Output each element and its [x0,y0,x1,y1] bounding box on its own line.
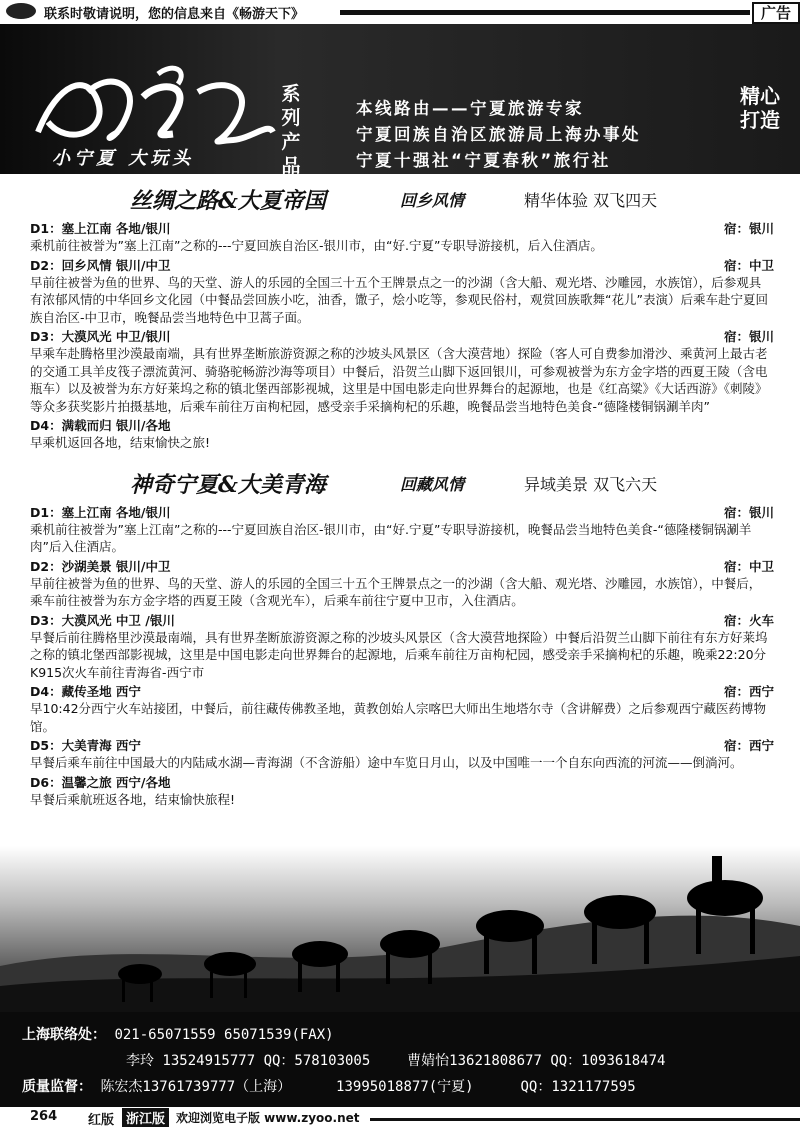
brand-slogan: 小宁夏 大玩头 [52,148,195,169]
tour-theme: 回藏风情 [400,474,465,494]
day-description: 早餐后乘航班返各地，结束愉快旅程! [30,791,236,807]
day-stay: 宿：中卫 [723,558,774,574]
day-item [30,611,782,682]
day-stay: 宿：火车 [723,612,774,628]
day-item [30,503,782,556]
desert-caravan-image [0,846,800,1012]
day-item [30,557,782,610]
day-item [30,327,782,415]
day-heading: D2：沙湖美景 银川/中卫 [30,558,171,574]
day-item [30,219,782,255]
day-item [30,736,782,772]
day-description: 乘机前往被誉为”塞上江南”之称的---宁夏回族自治区-银川市，由“好.宁夏”专职导游接机，晚餐品尝当地特色美食-“德隆楼铜锅涮羊肉”后入住酒店。 [30,521,752,554]
day-description: 乘机前往被誉为”塞上江南”之称的---宁夏回族自治区-银川市，由“好.宁夏”专职导游接机，后入住酒店。 [30,238,603,253]
day-stay: 宿：银川 [723,504,774,520]
contact-section [0,1012,800,1107]
itinerary-panel [30,178,782,846]
top-strip [0,0,800,24]
route-line: 宁夏十强社“宁夏春秋”旅行社 [356,151,611,170]
route-line: 本线路由——宁夏旅游专家 [356,99,584,118]
tour-theme: 回乡风情 [400,191,465,210]
quality-label: 质量监督： [22,1079,92,1095]
day-heading: D4：藏传圣地 西宁 [30,684,141,699]
day-heading: D1：塞上江南 各地/银川 [30,504,171,520]
day-item [30,256,782,327]
publisher-logo-icon [6,3,36,19]
day-description: 早餐后乘车前往中国最大的内陆咸水湖—青海湖（不含游船）途中车览日月山，以及中国唯一一个自东向西流的河流——倒淌河。 [30,755,743,770]
day-heading: D5：大美青海 西宁 [30,738,141,753]
footer-divider [370,1118,800,1121]
quality-contact-2: 13995018877(宁夏) [336,1079,474,1095]
edition-label: 红版 [88,1113,115,1127]
source-notice: 联系时敬请说明，您的信息来自《畅游天下》 [44,7,305,22]
day-heading: D2：回乡风情 银川/中卫 [30,257,171,273]
day-stay: 宿：西宁 [723,738,774,753]
route-info [356,96,641,174]
tour-section [30,178,782,452]
tour-section [30,462,782,809]
day-description: 早乘机返回各地，结束愉快之旅! [30,435,211,450]
day-heading: D3：大漠风光 中卫 /银川 [30,612,175,628]
day-heading: D3：大漠风光 中卫/银川 [30,329,171,344]
day-item [30,773,782,809]
tour-title: 神奇宁夏&大美青海 [130,471,326,498]
brand-logo [28,62,278,152]
region-badge: 浙江版 [122,1108,169,1127]
tour-title: 丝绸之路&大夏帝国 [130,188,326,214]
page-footer [0,1107,800,1127]
day-heading: D6：温馨之旅 西宁/各地 [30,774,171,790]
series-label: 系列产品 [281,83,301,177]
day-item [30,416,782,452]
tour-header [30,178,782,218]
day-description: 早乘车赴腾格里沙漠最南端，具有世界垄断旅游资源之称的沙坡头风景区（含大漠营地）探险（客人可自费参加滑沙、乘黄河上最古老的交通工具羊皮筏子漂流黄河、骑骆驼畅游沙海等项目）中餐后，沿贺兰山脚下返回银川，可参观被誉为东方金字塔的西夏王陵（含电瓶车）以及被誉为东方好莱坞之称的镇北堡西部影视城，这里是中国电影走向世界舞台的起源地，也是《红高粱》《大话西游》《刺陵》等众多获奖影片拍摄基地，后乘车前往万亩枸杞园，感受亲手采摘枸杞的乐趣，晚餐品尝当地特色美食-“德隆楼铜锅涮羊肉” [30,346,768,414]
day-description: 早10:42分西宁火车站接团，中餐后，前往藏传佛教圣地，黄教创始人宗喀巴大师出生地塔尔寺（含讲解费）之后参观西宁藏医药博物馆。 [30,701,767,734]
day-item [30,682,782,735]
day-description: 早餐后前往腾格里沙漠最南端，具有世界垄断旅游资源之称的沙坡头风景区（含大漠营地探险）中餐后沿贺兰山脚下前往有东方好莱坞之称的镇北堡西部影视城，这里是中国电影走向世界舞台的起源地，后乘车前往万亩枸杞园，感受亲手采摘枸杞的乐趣，晚乘22:20分K915次火车前往青海省-西宁市 [30,629,768,680]
route-line: 宁夏回族自治区旅游局上海办事处 [356,125,641,144]
day-heading: D4：满载而归 银川/各地 [30,418,171,433]
shanghai-phone: 021-65071559 65071539(FAX) [114,1027,334,1043]
day-stay: 宿：西宁 [723,684,774,699]
quality-contact-1: 陈宏杰13761739777（上海） [100,1079,292,1095]
contact-person-2: 曹婧怡13621808677 QQ：1093618474 [407,1053,666,1069]
day-stay: 宿：银川 [723,221,774,236]
tour-tag: 精华体验 双飞四天 [524,191,658,210]
shanghai-office-label: 上海联络处： [22,1027,106,1043]
day-description: 早前往被誉为鱼的世界、鸟的天堂、游人的乐园的全国三十五个王牌景点之一的沙湖（含大船、观光塔、沙雕园，水族馆），后参观具有浓郁风情的中华回乡文化园（中餐品尝回族小吃，油香，馓子，烩小吃等，参观民俗村，观赏回族歌舞“花儿”表演）后乘车赴宁夏回族自治区-中卫市，晚餐品尝当地特色中卫蒿子面。 [30,274,768,325]
ad-label: 广告 [752,2,800,24]
crafted-label: 精心打造 [740,84,780,132]
quality-qq: QQ：1321177595 [520,1079,636,1095]
day-heading: D1：塞上江南 各地/银川 [30,221,171,236]
tour-tag: 异域美景 双飞六天 [524,474,658,494]
tour-header [30,462,782,502]
contact-person-1: 李玲 13524915777 QQ：578103005 [126,1053,371,1069]
day-stay: 宿：银川 [723,329,774,344]
header-banner [0,24,800,177]
day-stay: 宿：中卫 [723,257,774,273]
top-divider [340,10,750,15]
camel-caravan-icon [0,846,800,1012]
website-link[interactable]: 欢迎浏览电子版 www.zyoo.net [176,1111,360,1125]
page-number: 264 [30,1109,58,1124]
brand-calligraphy-icon [28,62,278,152]
day-description: 早前往被誉为鱼的世界、鸟的天堂、游人的乐园的全国三十五个王牌景点之一的沙湖（含大船、观光塔、沙雕园，水族馆），中餐后，乘车前往被誉为东方金字塔的西夏王陵（含观光车），后乘车前往宁夏中卫市，入住酒店。 [30,575,762,608]
